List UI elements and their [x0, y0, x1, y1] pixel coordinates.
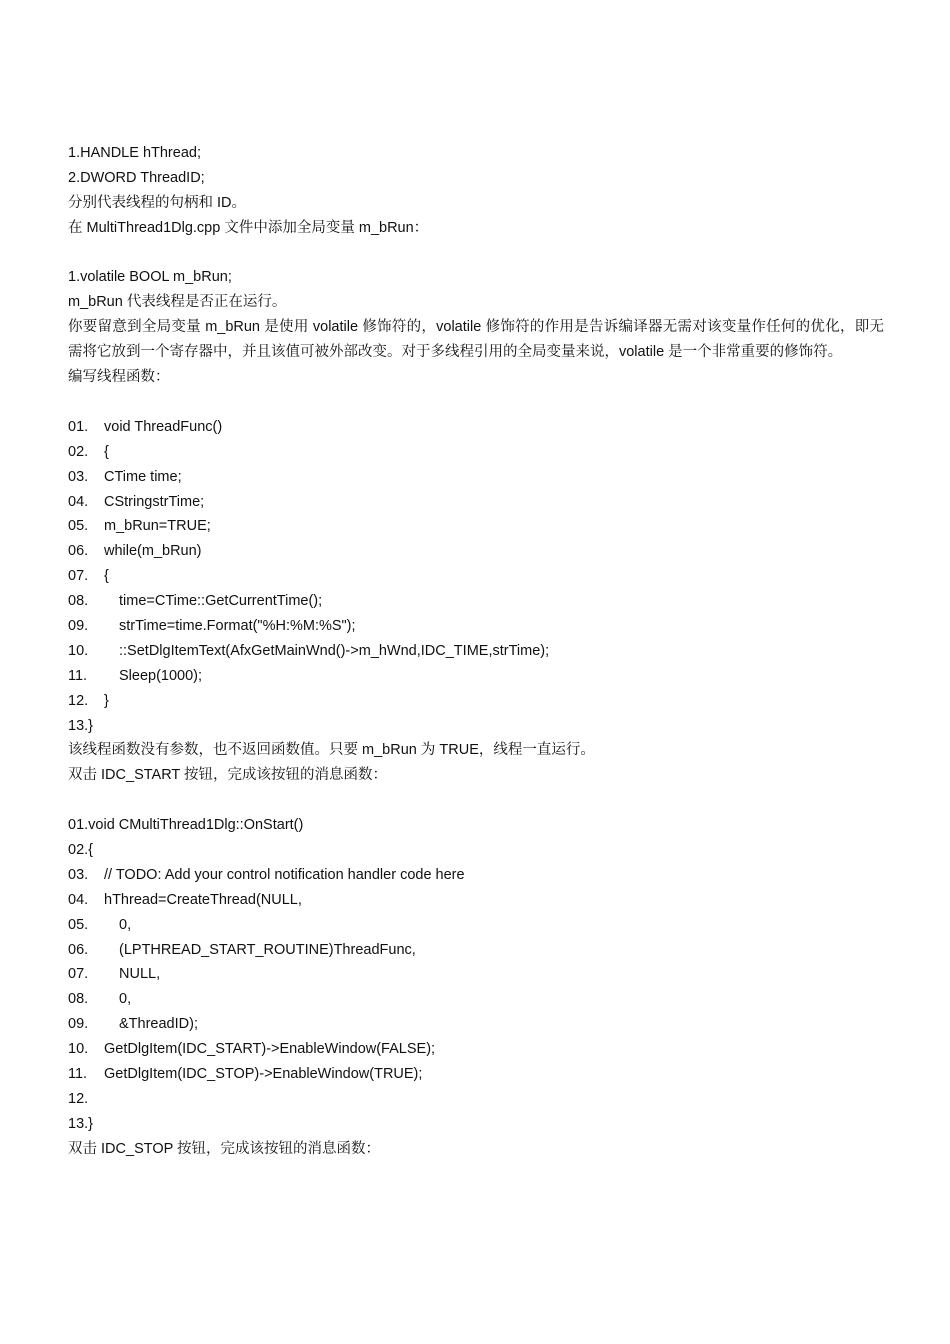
- code-line: [68, 813, 884, 838]
- code-line: [68, 1112, 884, 1137]
- code-text: CStringstrTime;: [104, 493, 205, 510]
- code-line: [68, 639, 884, 664]
- code-text: hThread=CreateThread(NULL,: [104, 891, 302, 908]
- code-text: while(m_bRun): [104, 543, 202, 560]
- line-number: 13.: [68, 1115, 89, 1132]
- line-number: 06.: [68, 941, 89, 958]
- code-text: Sleep(1000);: [119, 667, 203, 684]
- code-line: [68, 913, 884, 938]
- line-number: 12.: [68, 1090, 89, 1107]
- code-text: ::SetDlgItemText(AfxGetMainWnd()->m_hWnd,IDC_TIME,strTime);: [119, 642, 550, 659]
- code-line: [68, 514, 884, 539]
- code-text: time=CTime::GetCurrentTime();: [119, 593, 323, 610]
- code-text: }: [88, 1115, 94, 1132]
- code-line: [68, 1037, 884, 1062]
- code-text: CTime time;: [104, 468, 182, 485]
- code-text: void CMultiThread1Dlg::OnStart(): [88, 817, 304, 834]
- code-line: [68, 838, 884, 863]
- code-line: [68, 465, 884, 490]
- code-line: [68, 539, 884, 564]
- code-line: [68, 490, 884, 515]
- mbrun-description: m_bRun 代表线程是否正在运行。: [68, 294, 287, 311]
- thread-func-description: 该线程函数没有参数，也不返回函数值。只要 m_bRun 为 TRUE，线程一直运行。: [68, 742, 595, 759]
- code-line: [68, 888, 884, 913]
- thread-func-code-block: [68, 415, 884, 739]
- code-line: [68, 614, 884, 639]
- line-number: 06.: [68, 543, 89, 560]
- line-number: 07.: [68, 966, 89, 983]
- line-number: 03.: [68, 866, 89, 883]
- code-line: [68, 664, 884, 689]
- line-number: 01.: [68, 418, 89, 435]
- code-text: {: [88, 841, 94, 858]
- line-number: 03.: [68, 468, 89, 485]
- write-thread-func-heading: 编写线程函数：: [68, 369, 170, 386]
- code-line: [68, 1062, 884, 1087]
- intro-line: 在 MultiThread1Dlg.cpp 文件中添加全局变量 m_bRun：: [68, 219, 429, 236]
- volatile-declaration: 1.volatile BOOL m_bRun;: [68, 269, 232, 286]
- line-number: 02.: [68, 443, 89, 460]
- code-line: [68, 440, 884, 465]
- code-text: GetDlgItem(IDC_STOP)->EnableWindow(TRUE);: [104, 1065, 423, 1082]
- code-text: m_bRun=TRUE;: [104, 518, 211, 535]
- code-line: [68, 564, 884, 589]
- stop-button-description: 双击 IDC_STOP 按钮，完成该按钮的消息函数：: [68, 1140, 381, 1157]
- document-body: [68, 141, 884, 1162]
- code-text: // TODO: Add your control notification handler code here: [104, 866, 465, 883]
- code-line: [68, 962, 884, 987]
- code-text: 0,: [119, 916, 132, 933]
- code-text: (LPTHREAD_START_ROUTINE)ThreadFunc,: [119, 941, 416, 958]
- code-line: [68, 987, 884, 1012]
- code-text: }: [104, 692, 109, 709]
- code-text: GetDlgItem(IDC_START)->EnableWindow(FALSE);: [104, 1041, 436, 1058]
- line-number: 04.: [68, 891, 89, 908]
- code-text: void ThreadFunc(): [104, 418, 223, 435]
- line-number: 10.: [68, 642, 89, 659]
- line-number: 09.: [68, 617, 89, 634]
- line-number: 02.: [68, 841, 89, 858]
- line-number: 12.: [68, 692, 89, 709]
- blank-line: [68, 390, 884, 415]
- line-number: 09.: [68, 1016, 89, 1033]
- line-number: 05.: [68, 518, 89, 535]
- line-number: 07.: [68, 568, 89, 585]
- line-number: 08.: [68, 593, 89, 610]
- code-line: [68, 689, 884, 714]
- code-text: }: [88, 717, 94, 734]
- line-number: 11.: [68, 667, 88, 684]
- code-text: 0,: [119, 991, 132, 1008]
- line-number: 11.: [68, 1065, 88, 1082]
- code-line: [68, 863, 884, 888]
- line-number: 10.: [68, 1041, 89, 1058]
- line-number: 05.: [68, 916, 89, 933]
- code-line: [68, 938, 884, 963]
- intro-line: 1.HANDLE hThread;: [68, 145, 201, 161]
- intro-line: 2.DWORD ThreadID;: [68, 169, 205, 186]
- volatile-note-paragraph: 你要留意到全局变量 m_bRun 是使用 volatile 修饰符的，volatile 修饰符的作用是告诉编译器无需对该变量作任何的优化，即无需将它放到一个寄存器中，并且该值可被外部改变。对于多线程引用的全局变量来说，volatile 是一个非常重要的修饰符。: [68, 319, 884, 361]
- code-line: [68, 415, 884, 440]
- blank-line: [68, 788, 884, 813]
- start-button-description: 双击 IDC_START 按钮，完成该按钮的消息函数：: [68, 767, 388, 784]
- intro-line: 分别代表线程的句柄和 ID。: [68, 194, 247, 211]
- code-line: [68, 1087, 884, 1112]
- code-text: &ThreadID);: [119, 1016, 198, 1033]
- code-text: {: [104, 443, 109, 460]
- code-text: NULL,: [119, 966, 161, 983]
- line-number: 01.: [68, 817, 89, 834]
- line-number: 13.: [68, 717, 89, 734]
- code-text: {: [104, 568, 109, 585]
- code-line: [68, 1012, 884, 1037]
- code-line: [68, 714, 884, 739]
- onstart-code-block: [68, 813, 884, 1137]
- blank-line: [68, 241, 884, 266]
- line-number: 08.: [68, 991, 89, 1008]
- code-line: [68, 589, 884, 614]
- line-number: 04.: [68, 493, 89, 510]
- code-text: strTime=time.Format("%H:%M:%S");: [119, 617, 356, 634]
